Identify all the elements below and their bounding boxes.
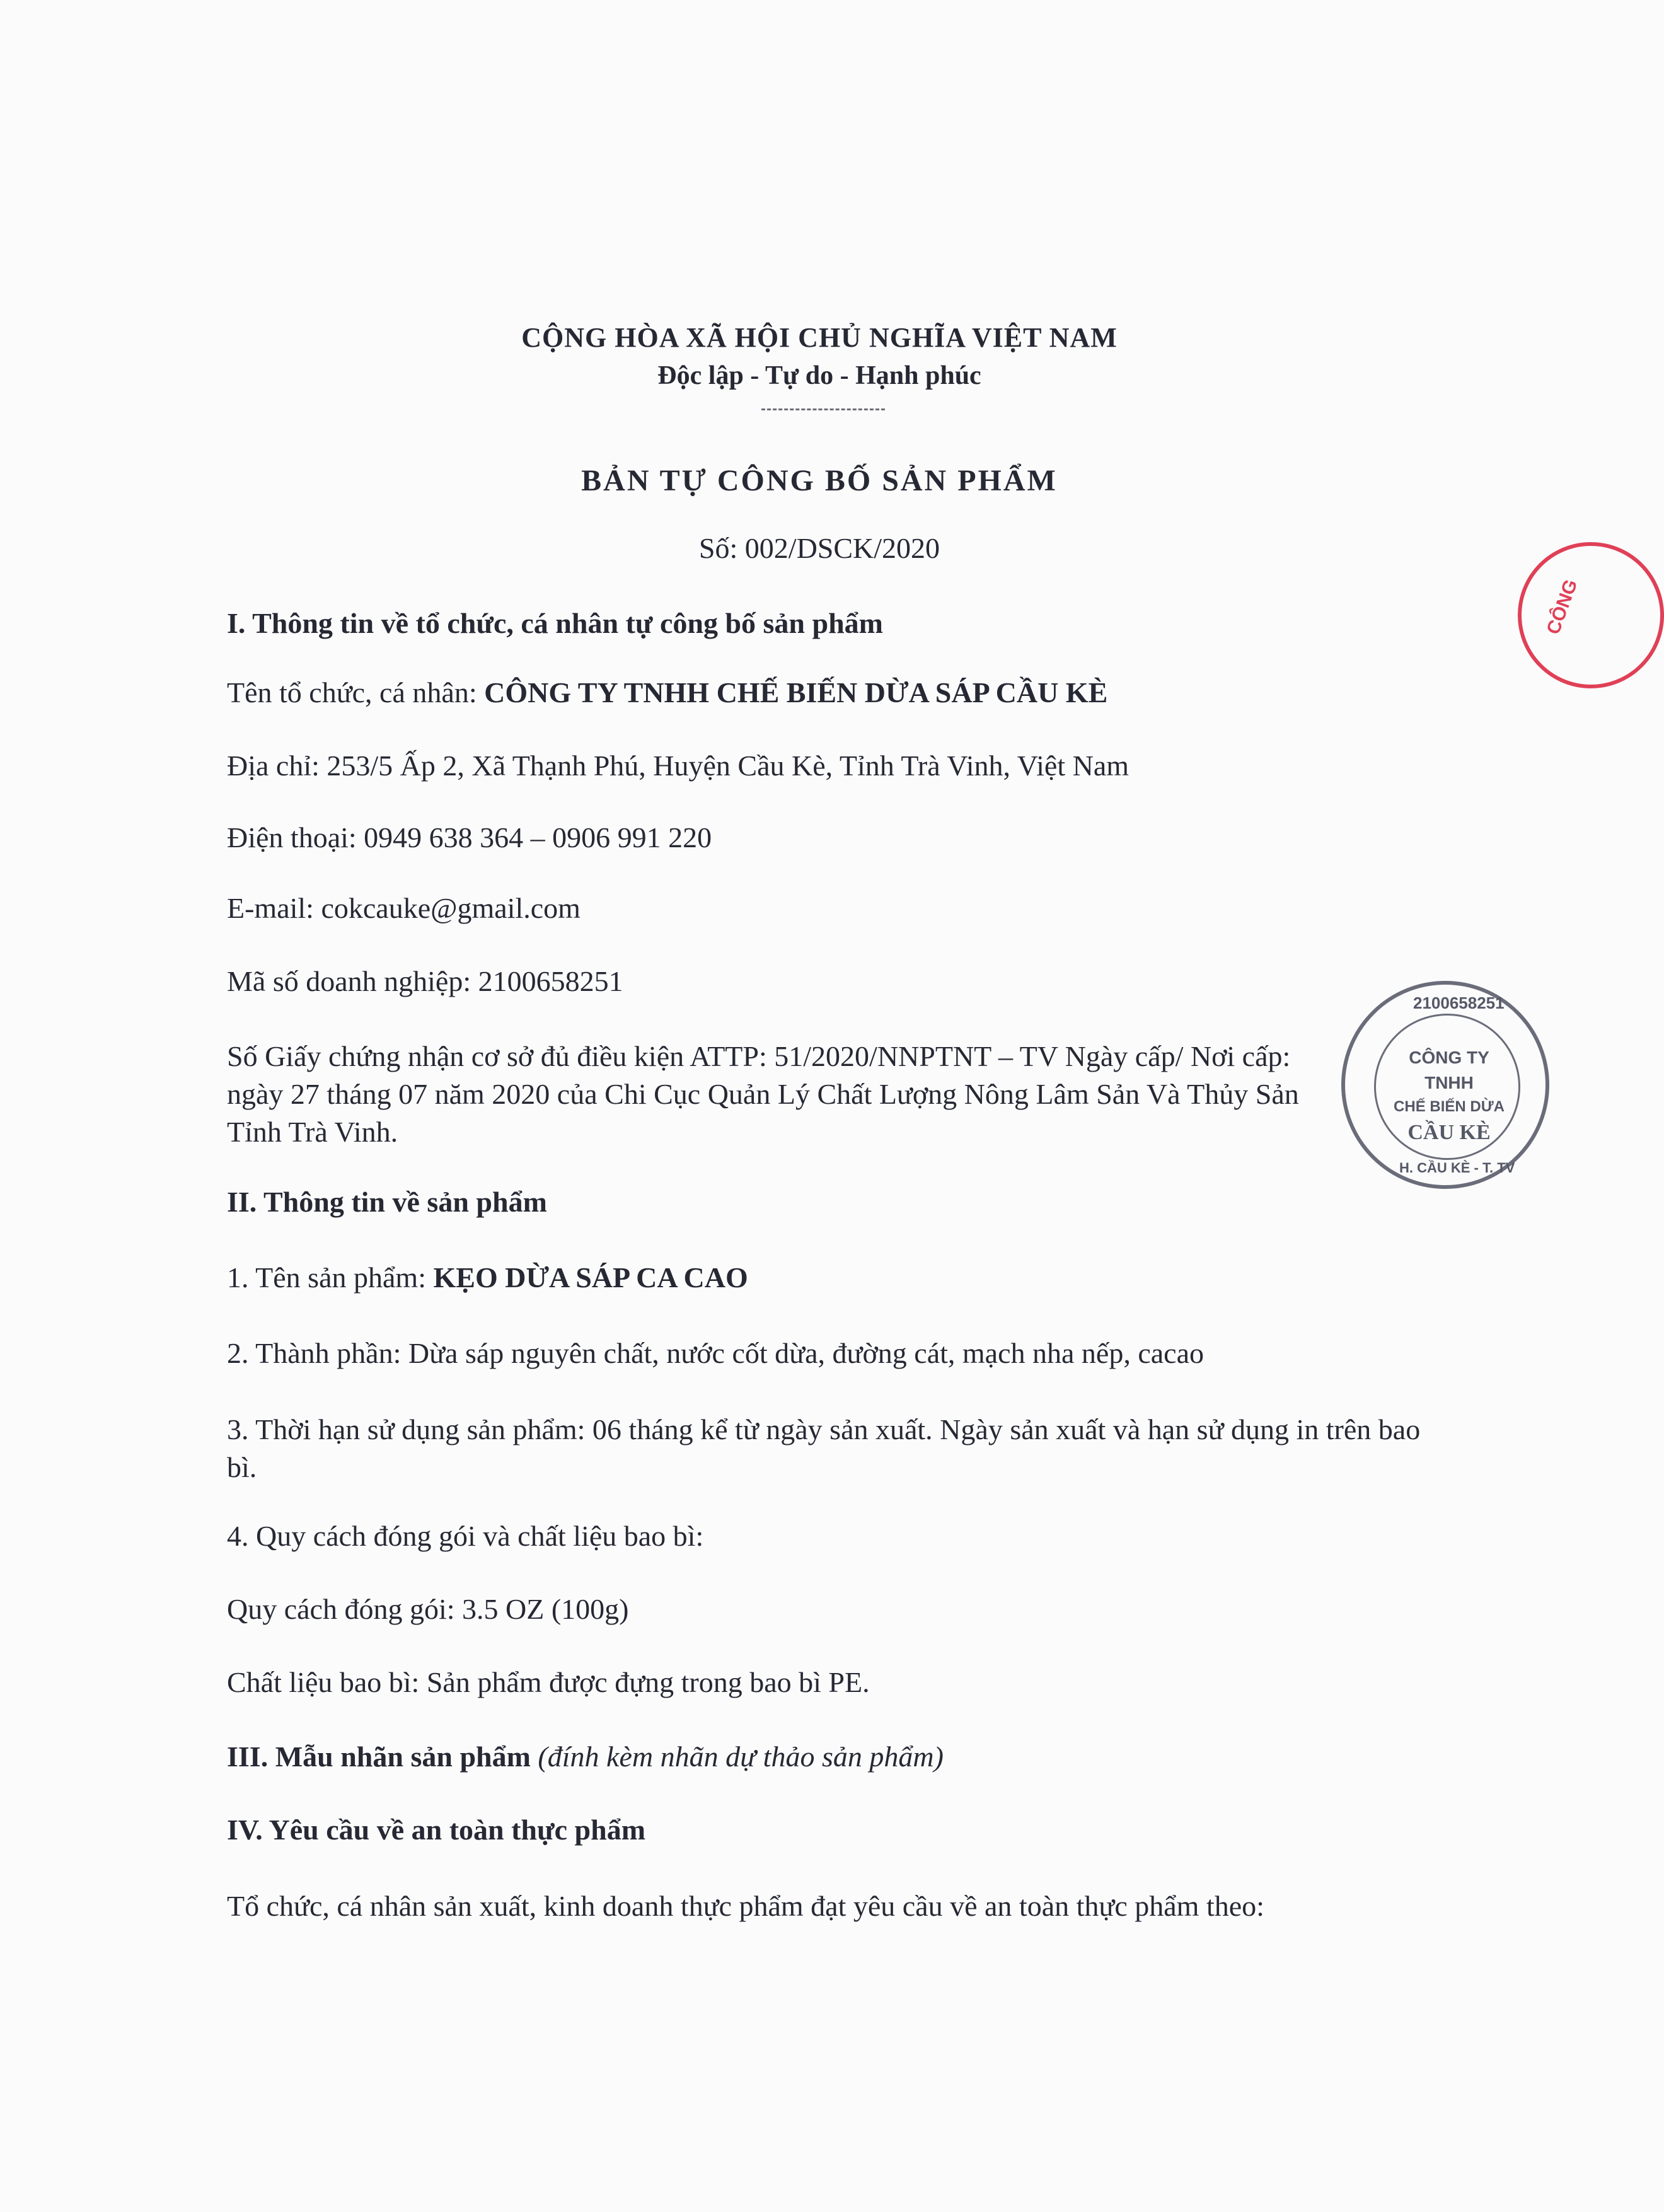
seal-line2: TNHH (1424, 1073, 1474, 1092)
material-line: Chất liệu bao bì: Sản phẩm được đựng trong bao bì PE. (227, 1666, 870, 1698)
packing-heading: 4. Quy cách đóng gói và chất liệu bao bì: (227, 1520, 704, 1552)
org-name-label: Tên tổ chức, cá nhân: (227, 676, 485, 709)
document-number: Số: 002/DSCK/2020 (698, 532, 940, 564)
seal-line4: CẦU KÈ (1407, 1121, 1491, 1144)
company-seal (1341, 981, 1549, 1189)
header-divider (761, 408, 885, 410)
phone-line: Điện thoại: 0949 638 364 – 0906 991 220 (227, 821, 712, 854)
product-name-label: 1. Tên sản phẩm: (227, 1261, 434, 1294)
tax-code-line: Mã số doanh nghiệp: 2100658251 (227, 965, 623, 997)
document-title: BẢN TỰ CÔNG BỐ SẢN PHẨM (581, 464, 1058, 497)
address-line: Địa chỉ: 253/5 Ấp 2, Xã Thạnh Phú, Huyện Cầu Kè, Tỉnh Trà Vinh, Việt Nam (227, 750, 1130, 782)
red-seal-text: CÔNG (1542, 576, 1582, 637)
shelf-life-paragraph: 3. Thời hạn sử dụng sản phẩm: 06 tháng kể từ ngày sản xuất. Ngày sản xuất và hạn sử dụng in trên bao bì. (227, 1413, 1421, 1483)
section2-heading: II. Thông tin về sản phẩm (227, 1186, 547, 1218)
red-seal-partial (1518, 542, 1664, 688)
product-name-value: KẸO DỪA SÁP CA CAO (433, 1261, 748, 1294)
email-line: E-mail: cokcauke@gmail.com (227, 892, 581, 924)
national-header: CỘNG HÒA XÃ HỘI CHỦ NGHĨA VIỆT NAM (521, 322, 1118, 353)
org-name-line (227, 676, 1412, 709)
product-name-line (227, 1261, 1412, 1294)
certificate-paragraph: Số Giấy chứng nhận cơ sở đủ điều kiện ATTP: 51/2020/NNPTNT – TV Ngày cấp/ Nơi cấp: ngày 27 tháng 07 năm 2020 của Chi Cục Quản Lý Chất Lượng Nông Lâm Sản Và Thủy Sản Tỉnh Trà Vinh. (227, 1040, 1299, 1148)
section4-paragraph: Tổ chức, cá nhân sản xuất, kinh doanh thực phẩm đạt yêu cầu về an toàn thực phẩm theo: (227, 1890, 1264, 1922)
org-name-value: CÔNG TY TNHH CHẾ BIẾN DỪA SÁP CẦU KÈ (484, 676, 1108, 709)
section3-note: (đính kèm nhãn dự thảo sản phẩm) (538, 1740, 944, 1773)
packing-line: Quy cách đóng gói: 3.5 OZ (100g) (227, 1593, 629, 1625)
section1-heading: I. Thông tin về tổ chức, cá nhân tự công bố sản phẩm (227, 607, 883, 639)
section3-heading: III. Mẫu nhãn sản phẩm (227, 1740, 538, 1773)
section4-heading: IV. Yêu cầu về an toàn thực phẩm (227, 1814, 646, 1846)
seal-ring-top-text: 2100658251 (1413, 993, 1505, 1012)
seal-line3: CHẾ BIẾN DỪA (1394, 1098, 1505, 1115)
ingredients-line: 2. Thành phần: Dừa sáp nguyên chất, nước cốt dừa, đường cát, mạch nha nếp, cacao (227, 1337, 1205, 1369)
section3-heading-line (227, 1740, 1412, 1773)
seal-line1: CÔNG TY (1409, 1048, 1489, 1067)
national-motto: Độc lập - Tự do - Hạnh phúc (657, 361, 981, 390)
seal-ring-bottom-text: H. CẦU KÈ - T. TV (1399, 1160, 1515, 1176)
